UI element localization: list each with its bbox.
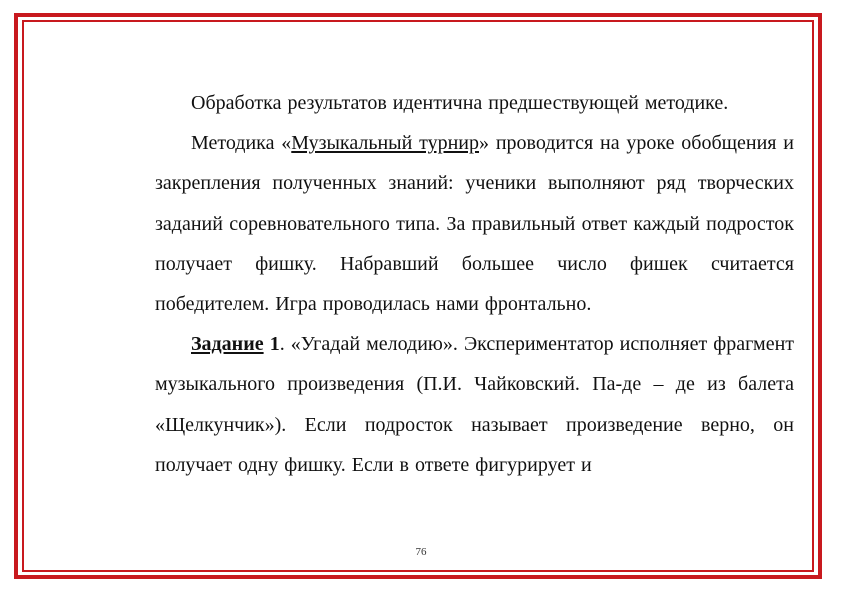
page-number: 76 xyxy=(415,546,427,558)
document-body xyxy=(155,83,794,485)
method-description: » проводится на уроке обобщения и закрепления полученных знаний: ученики выполняют ряд творческих заданий соревновательного типа. За правильный ответ каждый подросток получает фишку. Набравший большее число фишек считается победителем. Игра проводилась нами фронтально. xyxy=(155,132,795,316)
method-title: Музыкальный турнир xyxy=(291,132,480,155)
paragraph-method xyxy=(155,123,794,324)
task-label: Задание xyxy=(191,333,264,356)
paragraph-task-1 xyxy=(155,324,794,485)
method-lead-text: Методика « xyxy=(191,132,292,155)
paragraph-processing xyxy=(155,83,794,123)
task-number: 1 xyxy=(263,333,280,356)
paragraph-processing-text: Обработка результатов идентична предшествующей методике. xyxy=(191,92,729,114)
task-description: . «Угадай мелодию». Экспериментатор исполняет фрагмент музыкального произведения (П.И. Чайковский. Па-де – де из балета «Щелкунчик»). Если подросток называет произведение верно, он получает одну фишку. Если в ответе фигурирует и xyxy=(155,333,795,476)
